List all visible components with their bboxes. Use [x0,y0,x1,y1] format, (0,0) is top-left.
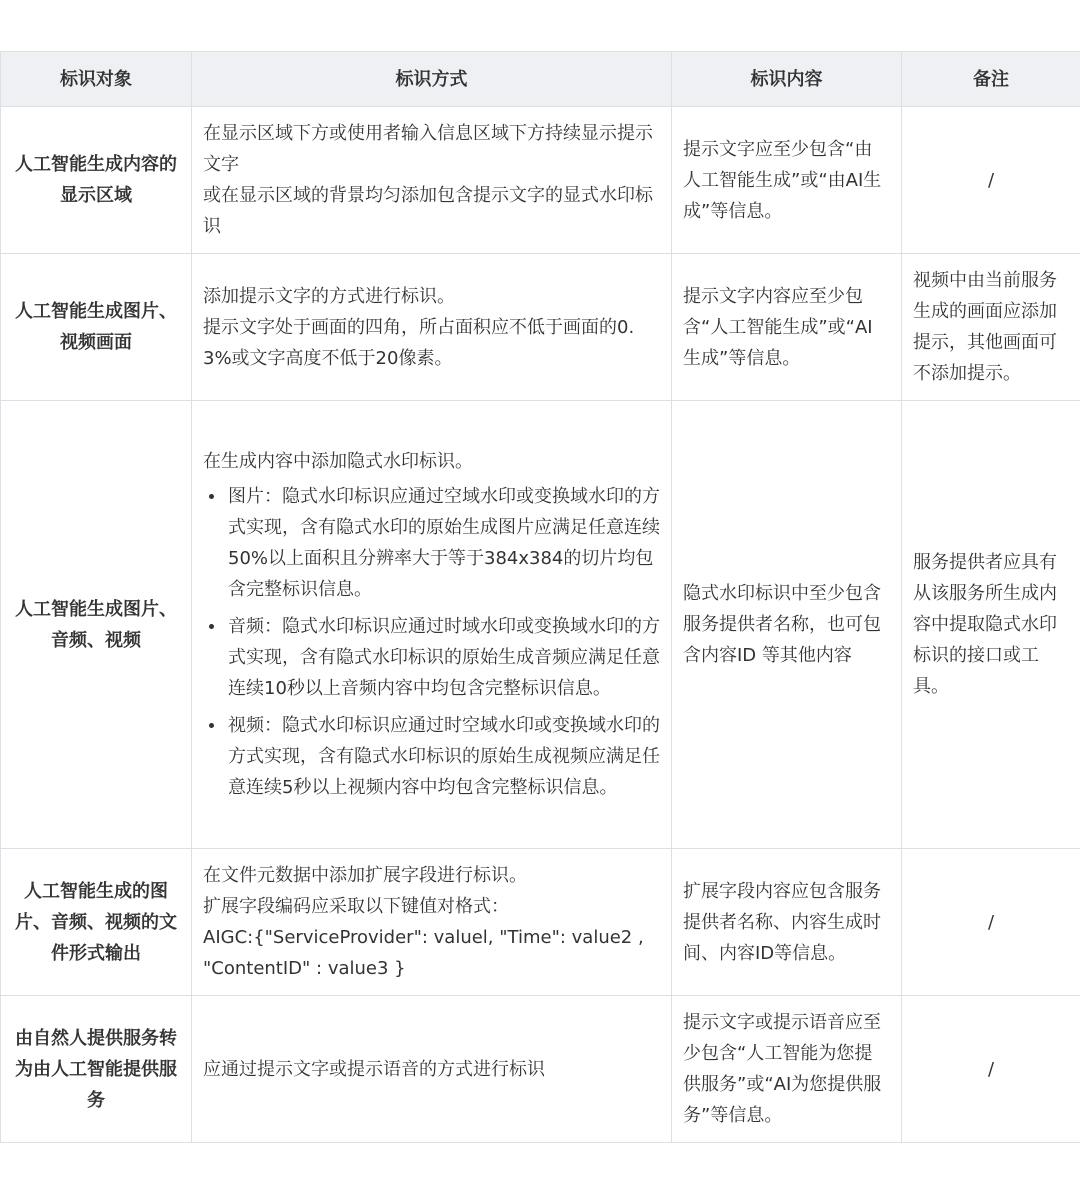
method-line: 或在显示区域的背景均匀添加包含提示文字的显式水印标识 [203,185,653,237]
header-note: 备注 [902,52,1080,107]
header-content: 标识内容 [672,52,902,107]
cell-object: 人工智能生成图片、视频画面 [1,254,192,401]
cell-method [192,996,672,1143]
header-method: 标识方式 [192,52,672,107]
cell-content: 提示文字应至少包含“由人工智能生成”或“由AI生成”等信息。 [672,107,902,254]
method-line: 提示文字处于画面的四角，所占面积应不低于画面的0.3%或文字高度不低于20像素。 [203,316,635,369]
method-line: 在文件元数据中添加扩展字段进行标识。 [203,865,527,886]
cell-note: 视频中由当前服务生成的画面应添加提示，其他画面可不添加提示。 [902,254,1080,401]
table-row [1,107,1080,254]
cell-object: 人工智能生成图片、音频、视频 [1,401,192,849]
bullet-text: 视频：隐式水印标识应通过时空域水印或变换域水印的方式实现，含有隐式水印标识的原始生成视频应满足任意连续5秒以上视频内容中均包含完整标识信息。 [228,715,660,798]
bullet-dot-icon [209,624,214,629]
method-line: 应通过提示文字或提示语音的方式进行标识 [203,1058,545,1080]
cell-content: 提示文字或提示语音应至少包含“人工智能为您提供服务”或“AI为您提供服务”等信息。 [672,996,902,1143]
cell-method [192,254,672,401]
table-row [1,849,1080,996]
bullet-text: 图片：隐式水印标识应通过空域水印或变换域水印的方式实现，含有隐式水印的原始生成图片应满足任意连续50%以上面积且分辨率大于等于384x384的切片均包含完整标识信息。 [228,486,660,600]
method-line: 在显示区域下方或使用者输入信息区域下方持续显示提示文字 [203,123,653,175]
cell-object: 人工智能生成内容的显示区域 [1,107,192,254]
labeling-table-container [0,51,1080,1143]
method-line: AIGC:{"ServiceProvider": valuel, "Time": value2 , "ContentID" : value3 } [203,927,644,979]
method-bullet-list [203,481,660,803]
cell-method [192,107,672,254]
table-row [1,401,1080,849]
method-intro: 在生成内容中添加隐式水印标识。 [203,451,473,472]
bullet-dot-icon [209,494,214,499]
cell-note: 服务提供者应具有从该服务所生成内容中提取隐式水印标识的接口或工具。 [902,401,1080,849]
list-item [203,481,660,605]
bullet-dot-icon [209,723,214,728]
cell-content: 扩展字段内容应包含服务提供者名称、内容生成时间、内容ID等信息。 [672,849,902,996]
bullet-text: 音频：隐式水印标识应通过时域水印或变换域水印的方式实现，含有隐式水印标识的原始生成音频应满足任意连续10秒以上音频内容中均包含完整标识信息。 [228,616,660,699]
method-line: 添加提示文字的方式进行标识。 [203,285,455,307]
cell-object: 由自然人提供服务转为由人工智能提供服务 [1,996,192,1143]
list-item [203,611,660,704]
cell-note: / [902,107,1080,254]
method-line: 扩展字段编码应采取以下键值对格式： [203,896,509,917]
cell-method [192,401,672,849]
cell-object: 人工智能生成的图片、音频、视频的文件形式输出 [1,849,192,996]
cell-method [192,849,672,996]
cell-note: / [902,849,1080,996]
list-item [203,710,660,803]
cell-content: 提示文字内容应至少包含“人工智能生成”或“AI生成”等信息。 [672,254,902,401]
table-row [1,996,1080,1143]
labeling-requirements-table [0,51,1080,1143]
cell-content: 隐式水印标识中至少包含服务提供者名称，也可包含内容ID 等其他内容 [672,401,902,849]
table-header-row [1,52,1080,107]
table-row [1,254,1080,401]
cell-note: / [902,996,1080,1143]
header-object: 标识对象 [1,52,192,107]
